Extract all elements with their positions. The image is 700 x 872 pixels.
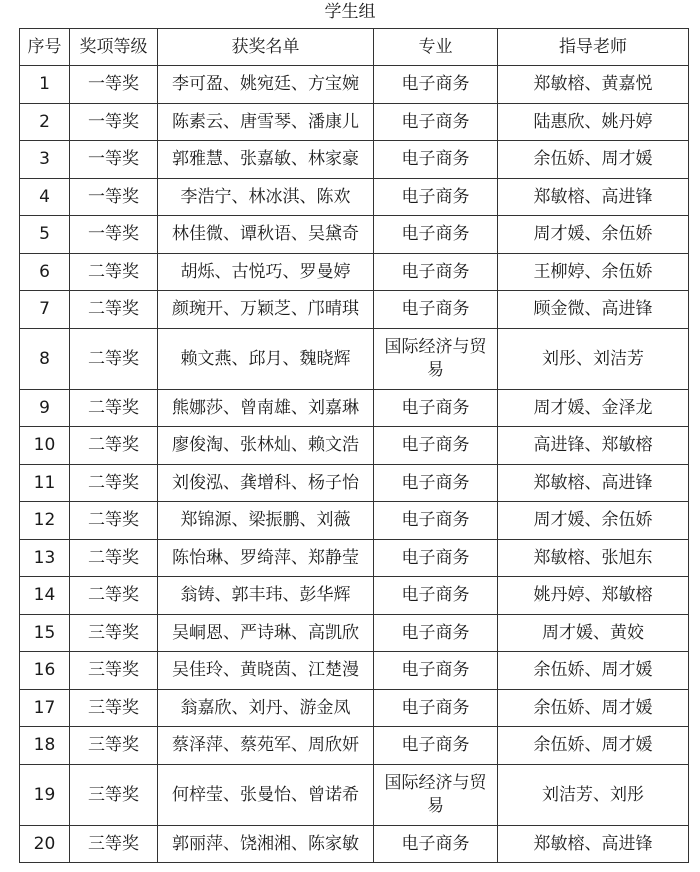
table-row [20, 328, 689, 389]
cell-major: 电子商务 [374, 727, 498, 765]
cell-level: 三等奖 [70, 614, 158, 652]
cell-winners: 廖俊淘、张林灿、赖文浩 [158, 427, 374, 465]
cell-no: 20 [20, 825, 70, 863]
cell-level: 二等奖 [70, 427, 158, 465]
cell-major: 电子商务 [374, 652, 498, 690]
cell-major: 电子商务 [374, 253, 498, 291]
header-major: 专业 [374, 29, 498, 66]
table-row [20, 502, 689, 540]
cell-advisors: 郑敏榕、高进锋 [498, 825, 689, 863]
cell-advisors: 姚丹婷、郑敏榕 [498, 577, 689, 615]
cell-no: 10 [20, 427, 70, 465]
table-row [20, 825, 689, 863]
cell-major: 电子商务 [374, 577, 498, 615]
cell-major: 电子商务 [374, 66, 498, 104]
cell-no: 7 [20, 291, 70, 329]
cell-advisors: 高进锋、郑敏榕 [498, 427, 689, 465]
cell-level: 二等奖 [70, 502, 158, 540]
cell-level: 二等奖 [70, 291, 158, 329]
table-caption: 学生组 [324, 2, 376, 22]
cell-major: 电子商务 [374, 825, 498, 863]
cell-advisors: 余伍娇、周才媛 [498, 689, 689, 727]
table-row [20, 727, 689, 765]
cell-no: 9 [20, 389, 70, 427]
cell-major: 电子商务 [374, 502, 498, 540]
cell-advisors: 顾金微、高进锋 [498, 291, 689, 329]
cell-winners: 刘俊泓、龚增科、杨子怡 [158, 464, 374, 502]
cell-winners: 李可盈、姚宛廷、方宝婉 [158, 66, 374, 104]
cell-level: 三等奖 [70, 727, 158, 765]
cell-advisors: 郑敏榕、张旭东 [498, 539, 689, 577]
cell-level: 一等奖 [70, 178, 158, 216]
cell-advisors: 周才媛、余伍娇 [498, 216, 689, 254]
cell-winners: 翁铸、郭丰玮、彭华辉 [158, 577, 374, 615]
cell-no: 3 [20, 141, 70, 179]
table-row [20, 464, 689, 502]
cell-major: 电子商务 [374, 427, 498, 465]
cell-level: 三等奖 [70, 825, 158, 863]
table-row [20, 253, 689, 291]
cell-advisors: 郑敏榕、黄嘉悦 [498, 66, 689, 104]
table-row [20, 577, 689, 615]
cell-winners: 胡烁、古悦巧、罗曼婷 [158, 253, 374, 291]
cell-no: 6 [20, 253, 70, 291]
cell-advisors: 余伍娇、周才媛 [498, 652, 689, 690]
table-row [20, 652, 689, 690]
cell-no: 18 [20, 727, 70, 765]
cell-no: 8 [20, 328, 70, 389]
cell-no: 1 [20, 66, 70, 104]
cell-major: 电子商务 [374, 216, 498, 254]
cell-winners: 吴佳玲、黄晓茵、江楚漫 [158, 652, 374, 690]
cell-winners: 熊娜莎、曾南雄、刘嘉琳 [158, 389, 374, 427]
cell-advisors: 刘彤、刘洁芳 [498, 328, 689, 389]
cell-level: 三等奖 [70, 652, 158, 690]
cell-level: 二等奖 [70, 389, 158, 427]
cell-no: 15 [20, 614, 70, 652]
cell-no: 4 [20, 178, 70, 216]
cell-winners: 赖文燕、邱月、魏晓辉 [158, 328, 374, 389]
cell-winners: 郑锦源、梁振鹏、刘薇 [158, 502, 374, 540]
table-row [20, 427, 689, 465]
cell-advisors: 陆惠欣、姚丹婷 [498, 103, 689, 141]
cell-level: 二等奖 [70, 464, 158, 502]
table-row [20, 178, 689, 216]
table-row [20, 291, 689, 329]
cell-level: 三等奖 [70, 764, 158, 825]
header-no: 序号 [20, 29, 70, 66]
cell-major: 电子商务 [374, 464, 498, 502]
table-row [20, 66, 689, 104]
cell-winners: 陈怡琳、罗绮萍、郑静莹 [158, 539, 374, 577]
cell-advisors: 周才媛、黄姣 [498, 614, 689, 652]
header-row [20, 29, 689, 66]
table-row [20, 141, 689, 179]
cell-major: 电子商务 [374, 614, 498, 652]
cell-no: 14 [20, 577, 70, 615]
cell-no: 16 [20, 652, 70, 690]
cell-level: 一等奖 [70, 103, 158, 141]
table-row [20, 216, 689, 254]
cell-winners: 郭丽萍、饶湘湘、陈家敏 [158, 825, 374, 863]
cell-advisors: 周才媛、金泽龙 [498, 389, 689, 427]
cell-major: 电子商务 [374, 178, 498, 216]
cell-winners: 陈素云、唐雪琴、潘康儿 [158, 103, 374, 141]
header-level: 奖项等级 [70, 29, 158, 66]
cell-level: 二等奖 [70, 577, 158, 615]
cell-level: 二等奖 [70, 539, 158, 577]
table-body [20, 66, 689, 863]
cell-advisors: 余伍娇、周才媛 [498, 727, 689, 765]
cell-advisors: 余伍娇、周才媛 [498, 141, 689, 179]
cell-no: 2 [20, 103, 70, 141]
cell-winners: 何梓莹、张曼怡、曾诺希 [158, 764, 374, 825]
cell-winners: 吴峒恩、严诗琳、高凯欣 [158, 614, 374, 652]
cell-major: 电子商务 [374, 141, 498, 179]
cell-winners: 郭雅慧、张嘉敏、林家豪 [158, 141, 374, 179]
table-row [20, 689, 689, 727]
table-row [20, 539, 689, 577]
cell-no: 13 [20, 539, 70, 577]
cell-no: 11 [20, 464, 70, 502]
cell-winners: 颜琬开、万颖芝、邝晴琪 [158, 291, 374, 329]
awards-table [19, 28, 689, 863]
header-advisors: 指导老师 [498, 29, 689, 66]
header-winners: 获奖名单 [158, 29, 374, 66]
cell-no: 19 [20, 764, 70, 825]
cell-major: 国际经济与贸易 [374, 328, 498, 389]
cell-level: 二等奖 [70, 253, 158, 291]
cell-no: 12 [20, 502, 70, 540]
cell-major: 电子商务 [374, 539, 498, 577]
cell-no: 5 [20, 216, 70, 254]
cell-advisors: 王柳婷、余伍娇 [498, 253, 689, 291]
table-row [20, 103, 689, 141]
table-header [20, 29, 689, 66]
cell-advisors: 刘洁芳、刘彤 [498, 764, 689, 825]
cell-advisors: 周才媛、余伍娇 [498, 502, 689, 540]
cell-winners: 李浩宁、林冰淇、陈欢 [158, 178, 374, 216]
cell-major: 国际经济与贸易 [374, 764, 498, 825]
cell-advisors: 郑敏榕、高进锋 [498, 178, 689, 216]
cell-advisors: 郑敏榕、高进锋 [498, 464, 689, 502]
table-row [20, 764, 689, 825]
cell-major: 电子商务 [374, 389, 498, 427]
cell-no: 17 [20, 689, 70, 727]
cell-winners: 林佳微、谭秋语、吴黛奇 [158, 216, 374, 254]
cell-level: 三等奖 [70, 689, 158, 727]
table-row [20, 389, 689, 427]
table-row [20, 614, 689, 652]
cell-level: 一等奖 [70, 216, 158, 254]
cell-major: 电子商务 [374, 291, 498, 329]
cell-level: 二等奖 [70, 328, 158, 389]
cell-major: 电子商务 [374, 103, 498, 141]
cell-level: 一等奖 [70, 66, 158, 104]
cell-winners: 翁嘉欣、刘丹、游金凤 [158, 689, 374, 727]
cell-major: 电子商务 [374, 689, 498, 727]
cell-winners: 蔡泽萍、蔡苑军、周欣妍 [158, 727, 374, 765]
cell-level: 一等奖 [70, 141, 158, 179]
